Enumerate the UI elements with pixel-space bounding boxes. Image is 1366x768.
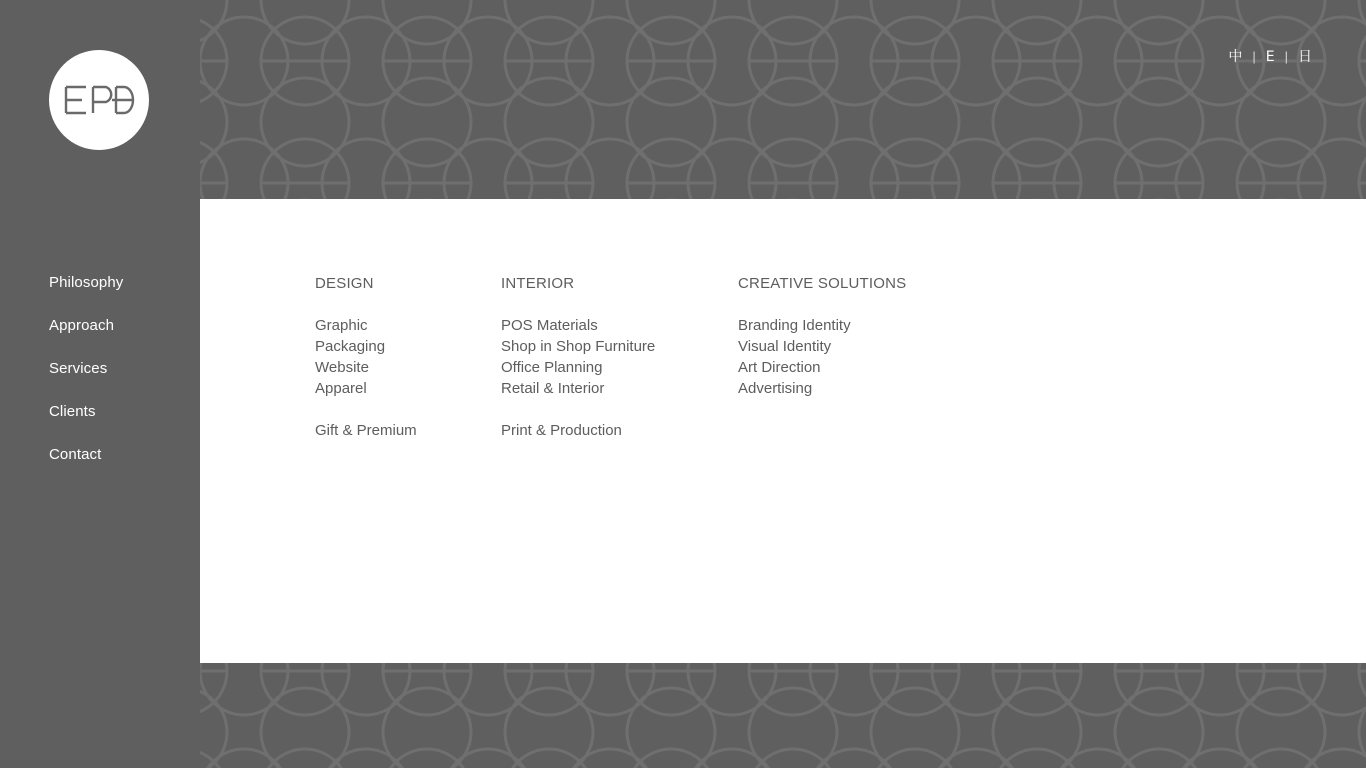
column-title-interior: INTERIOR	[501, 275, 575, 292]
service-link-shop-in-shop-furniture[interactable]: Shop in Shop Furniture	[501, 338, 656, 355]
lang-chinese[interactable]: 中	[1228, 49, 1243, 65]
logo[interactable]	[49, 50, 149, 150]
service-link-art-direction[interactable]: Art Direction	[738, 359, 821, 376]
services-column-design	[315, 275, 501, 441]
main-navigation	[49, 274, 199, 489]
language-switcher	[1218, 48, 1322, 66]
sidebar-item-philosophy[interactable]: Philosophy	[49, 274, 124, 291]
epd-monogram-logo-icon	[62, 83, 136, 117]
lang-japanese[interactable]: 日	[1298, 49, 1312, 65]
service-link-advertising[interactable]: Advertising	[738, 380, 813, 397]
sidebar-item-services[interactable]: Services	[49, 360, 108, 377]
service-link-print-production[interactable]: Print & Production	[501, 422, 622, 439]
column-title-creative-solutions: CREATIVE SOLUTIONS	[738, 275, 907, 292]
sidebar-item-contact[interactable]: Contact	[49, 446, 102, 463]
service-link-gift-premium[interactable]: Gift & Premium	[315, 422, 417, 439]
sidebar-item-clients[interactable]: Clients	[49, 403, 96, 420]
service-link-retail-interior[interactable]: Retail & Interior	[501, 380, 605, 397]
service-link-graphic[interactable]: Graphic	[315, 317, 368, 334]
service-link-packaging[interactable]: Packaging	[315, 338, 386, 355]
services-panel	[200, 199, 1366, 663]
service-link-pos-materials[interactable]: POS Materials	[501, 317, 598, 334]
lang-english[interactable]: E	[1265, 49, 1275, 65]
services-column-interior	[501, 275, 738, 441]
service-link-website[interactable]: Website	[315, 359, 369, 376]
service-link-office-planning[interactable]: Office Planning	[501, 359, 603, 376]
service-link-visual-identity[interactable]: Visual Identity	[738, 338, 832, 355]
column-title-design: DESIGN	[315, 275, 374, 292]
service-link-branding-identity[interactable]: Branding Identity	[738, 317, 851, 334]
service-link-apparel[interactable]: Apparel	[315, 380, 367, 397]
sidebar-item-approach[interactable]: Approach	[49, 317, 115, 334]
sidebar	[0, 0, 200, 768]
language-separator: |	[1284, 49, 1288, 64]
language-separator: |	[1252, 49, 1256, 64]
services-column-creative-solutions	[738, 275, 975, 441]
services-columns	[315, 275, 975, 441]
